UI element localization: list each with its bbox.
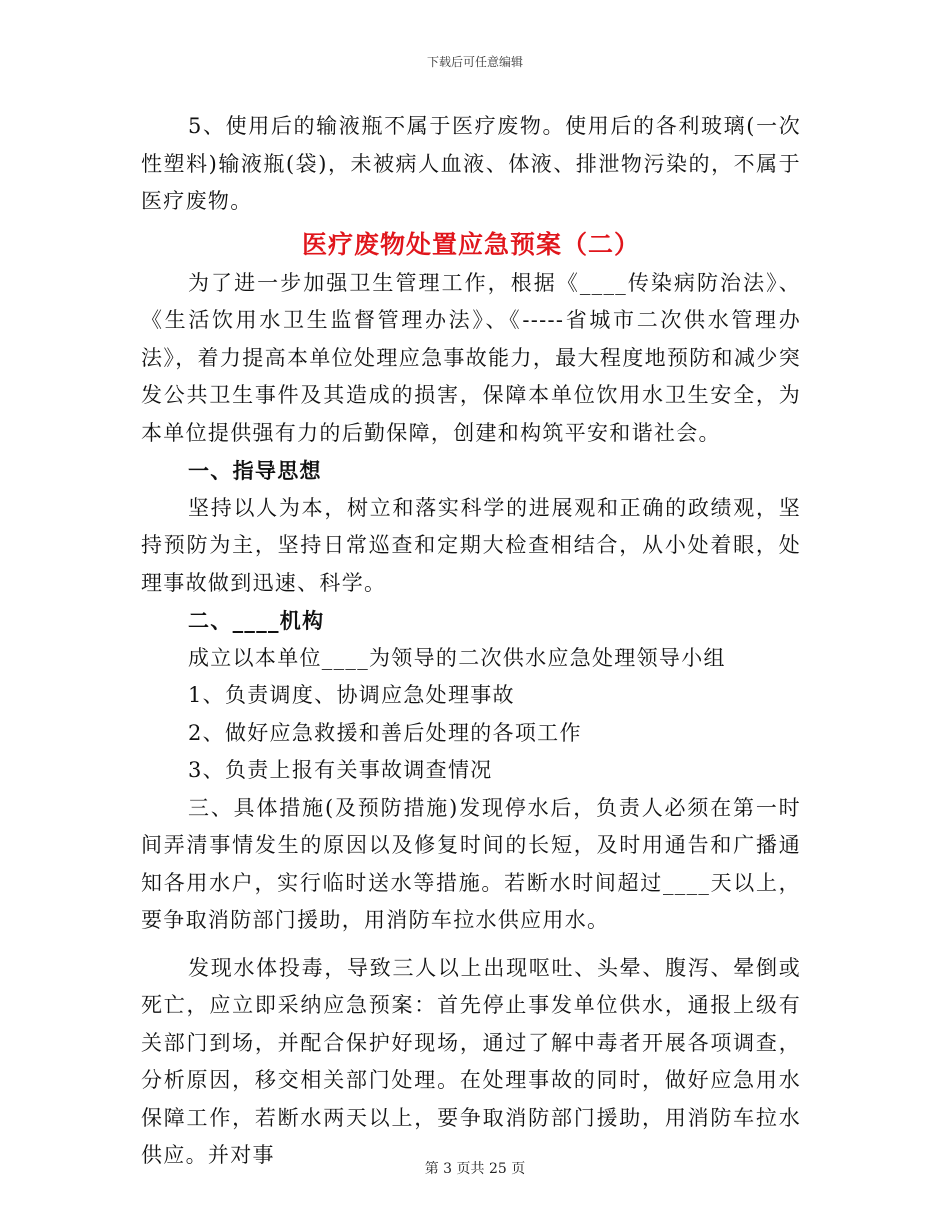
section-heading-organization: 二、____机构 bbox=[188, 608, 325, 633]
section-body-guiding: 坚持以人为本，树立和落实科学的进展观和正确的政绩观，坚持预防为主，坚持日常巡查和定期大检查相结合，从小处着眼，处理事故做到迅速、科学。 bbox=[141, 495, 801, 595]
page-header: 下载后可任意编辑 bbox=[426, 55, 523, 69]
list-item: 2、做好应急救援和善后处理的各项工作 bbox=[188, 720, 582, 745]
section-body-organization: 成立以本单位____为领导的二次供水应急处理领导小组 bbox=[188, 645, 726, 670]
document-title: 医疗废物处置应急预案（二） bbox=[301, 229, 640, 259]
document-body bbox=[141, 108, 801, 1175]
page-footer: 第 3 页共 25 页 bbox=[424, 1161, 526, 1177]
section-body-poisoning: 发现水体投毒，导致三人以上出现呕吐、头晕、腹泻、晕倒或死亡，应立即采纳应急预案：首先停止事发单位供水，通报上级有关部门到场，并配合保护好现场，通过了解中毒者开展各项调查，分析原因，移交相关部门处理。在处理事故的同时，做好应急用水保障工作，若断水两天以上，要争取消防部门援助，用消防车拉水供应。并对事 bbox=[141, 955, 801, 1167]
list-item: 1、负责调度、协调应急处理事故 bbox=[188, 683, 515, 707]
section-body-measures: 三、具体措施(及预防措施)发现停水后，负责人必须在第一时间弄清事情发生的原因以及修复时间的长短，及时用通告和广播通知各用水户，实行临时送水等措施。若断水时间超过____天以上，要争取消防部门援助，用消防车拉水供应用水。 bbox=[141, 795, 801, 932]
intro-paragraph: 为了进一步加强卫生管理工作，根据《____传染病防治法》、《生活饮用水卫生监督管理办法》、《-----省城市二次供水管理办法》，着力提高本单位处理应急事故能力，最大程度地预防和减少突发公共卫生事件及其造成的损害，保障本单位饮用水卫生安全，为本单位提供强有力的后勤保障，创建和构筑平安和谐社会。 bbox=[141, 270, 801, 445]
paragraph-prev: 5、使用后的输液瓶不属于医疗废物。使用后的各利玻璃(一次性塑料)输液瓶(袋)，未被病人血液、体液、排泄物污染的，不属于医疗废物。 bbox=[141, 114, 801, 213]
list-item: 3、负责上报有关事故调查情况 bbox=[188, 758, 493, 782]
section-heading-guiding: 一、指导思想 bbox=[188, 458, 322, 483]
